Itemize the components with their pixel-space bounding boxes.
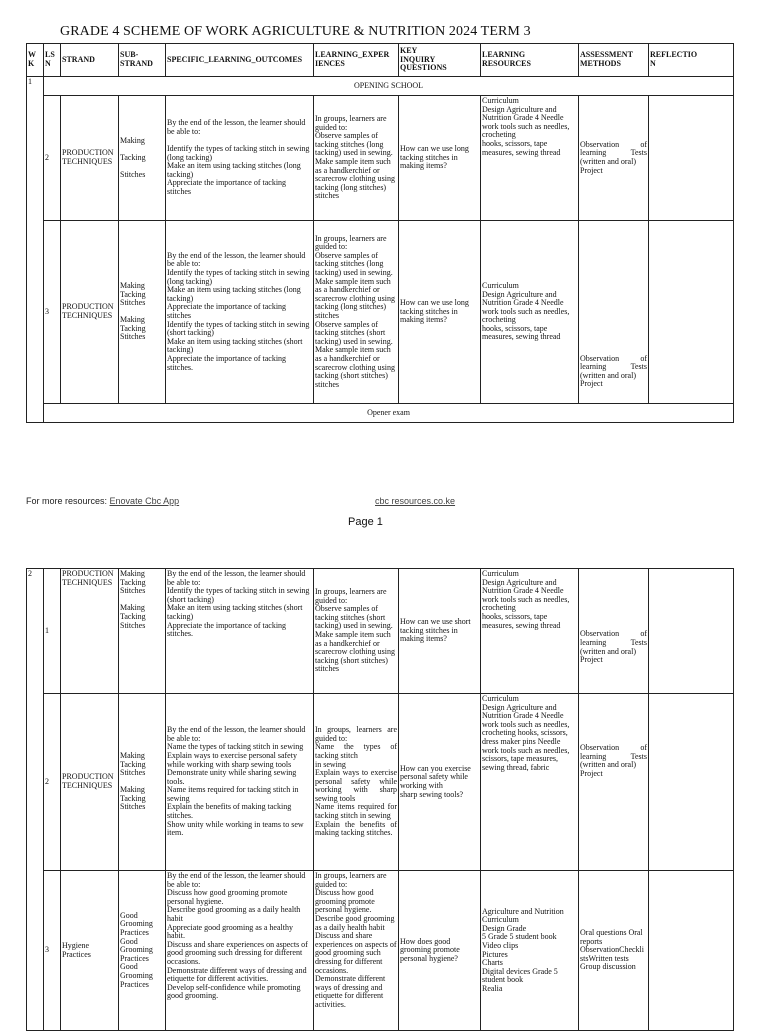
cbc-resources-link[interactable]: cbc resources.co.ke: [375, 496, 456, 506]
header-inquiry: KEY INQUIRY QUESTIONS: [399, 44, 481, 77]
resources-cell: Curriculum Design Agriculture and Nutrition Grade 4 Needle work tools such as needles, crocheting hooks, scissors, tape measures, sewing thread: [481, 569, 579, 694]
outcomes-cell: By the end of the lesson, the learner should be able to: Identify the types of tacking stitch in sewing (short tacking) Make an item using tacking stitches (short tacking) Appreciate the importance of tacking stitches.: [166, 569, 314, 694]
exam-row: [27, 404, 734, 423]
strand-cell: PRODUCTION TECHNIQUES: [61, 96, 119, 221]
inquiry-cell: How does good grooming promote personal hygiene?: [399, 871, 481, 1031]
strand-cell: PRODUCTION TECHNIQUES: [61, 569, 119, 694]
resources-footer: [26, 496, 179, 506]
header-assessment: ASSESSMENT METHODS: [579, 44, 649, 77]
reflection-cell: [649, 694, 734, 871]
page-number: Page 1: [348, 516, 383, 528]
assessment-cell: Observation of learning Tests (written and oral) Project: [579, 694, 649, 871]
header-slo: SPECIFIC_LEARNING_OUTCOMES: [166, 44, 314, 77]
reflection-cell: [649, 871, 734, 1031]
scheme-table-page1: [26, 43, 734, 423]
document-title: GRADE 4 SCHEME OF WORK AGRICULTURE & NUTRITION 2024 TERM 3: [60, 24, 531, 39]
experiences-cell: In groups, learners are guided to: Observe samples of tacking stitches (short tacking) used in sewing. Make sample item such as a handkerchief or scarecrow clothing using tacking (short stitches) stitches: [314, 569, 399, 694]
lesson-number: 3: [44, 871, 61, 1031]
table-row: [27, 221, 734, 404]
header-strand: STRAND: [61, 44, 119, 77]
assessment-cell: Observation of learning Tests (written and oral) Project: [579, 221, 649, 404]
sub-strand-cell: Making Tacking Stitches Making Tacking Stitches: [119, 569, 166, 694]
lesson-number: 2: [44, 96, 61, 221]
sub-strand-cell: Making Tacking Stitches Making Tacking Stitches: [119, 221, 166, 404]
strand-cell: PRODUCTION TECHNIQUES: [61, 221, 119, 404]
header-resources: LEARNING RESOURCES: [481, 44, 579, 77]
assessment-cell: Observation of learning Tests (written and oral) Project: [579, 96, 649, 221]
sub-strand-cell: Making Tacking Stitches: [119, 96, 166, 221]
table-row: [27, 694, 734, 871]
resources-cell: Curriculum Design Agriculture and Nutrition Grade 4 Needle work tools such as needles, crocheting hooks, scissors, tape measures, sewing thread: [481, 221, 579, 404]
inquiry-cell: How can we use long tacking stitches in making items?: [399, 96, 481, 221]
header-row: [27, 44, 734, 77]
scheme-table-page2: [26, 568, 734, 1031]
outcomes-cell: By the end of the lesson, the learner should be able to: Name the types of tacking stitch in sewing Explain ways to exercise personal safety while working with sharp sewing tools Demonstrate unity while sharing sewing tools. Name items required for tacking stitch in sewing Explain the benefits of making tacking stitches. Show unity while working in teams to sew item.: [166, 694, 314, 871]
table-row: [27, 569, 734, 694]
inquiry-cell: How can we use long tacking stitches in making items?: [399, 221, 481, 404]
resources-cell: Agriculture and Nutrition Curriculum Design Grade 5 Grade 5 student book Video clips Pictures Charts Digital devices Grade 5 student book Realia: [481, 871, 579, 1031]
lesson-number: 3: [44, 221, 61, 404]
header-sub-strand: SUB- STRAND: [119, 44, 166, 77]
outcomes-cell: By the end of the lesson, the learner should be able to: Discuss how good grooming promote personal hygiene. Describe good grooming as a daily health habit Appreciate good grooming as a healthy habit. Discuss and share experiences on aspects of good grooming such dressing for different occasions. Demonstrate different ways of dressing and etiquette for different activities. Develop self-confidence while promoting good grooming.: [166, 871, 314, 1031]
resources-cell: Curriculum Design Agriculture and Nutrition Grade 4 Needle work tools such as needles, crocheting hooks, scissors, dress maker pins Needle work tools such as needles, scissors, tape measures, sewing thread, fabric: [481, 694, 579, 871]
week-number: 2: [27, 569, 44, 1031]
table-row: [27, 96, 734, 221]
sub-strand-cell: Good Grooming Practices Good Grooming Practices Good Grooming Practices: [119, 871, 166, 1031]
opening-row: [27, 77, 734, 96]
header-lsn: LSN: [44, 44, 61, 77]
resources-cell: Curriculum Design Agriculture and Nutrition Grade 4 Needle work tools such as needles, crocheting hooks, scissors, tape measures, sewing thread: [481, 96, 579, 221]
sub-strand-cell: Making Tacking Stitches Making Tacking Stitches: [119, 694, 166, 871]
assessment-cell: Observation of learning Tests (written and oral) Project: [579, 569, 649, 694]
outcomes-cell: By the end of the lesson, the learner should be able to: Identify the types of tacking stitch in sewing (long tacking) Make an item using tacking stitches (long tacking) Appreciate the importance of tacking stitches: [166, 96, 314, 221]
header-reflection: REFLECTIO N: [649, 44, 734, 77]
lesson-number: 2: [44, 694, 61, 871]
opening-school: OPENING SCHOOL: [44, 77, 734, 96]
experiences-cell: In groups, learners are guided to: Observe samples of tacking stitches (long tacking) used in sewing. Make sample item such as a handkerchief or scarecrow clothing using tacking (long stitches) stitches Observe samples of tacking stitches (short tacking) used in sewing. Make sample item such as a handkerchief or scarecrow clothing using tacking (short stitches) stitches: [314, 221, 399, 404]
inquiry-cell: How can we use short tacking stitches in making items?: [399, 569, 481, 694]
opener-exam: Opener exam: [44, 404, 734, 423]
reflection-cell: [649, 221, 734, 404]
enovate-app-link[interactable]: Enovate Cbc App: [109, 496, 180, 506]
outcomes-cell: By the end of the lesson, the learner should be able to: Identify the types of tacking stitch in sewing (long tacking) Make an item using tacking stitches (long tacking) Appreciate the importance of tacking stitches Identify the types of tacking stitch in sewing (short tacking) Make an item using tacking stitches (short tacking) Appreciate the importance of tacking stitches.: [166, 221, 314, 404]
reflection-cell: [649, 96, 734, 221]
experiences-cell: In groups, learners are guided to: Discuss how good grooming promote personal hygiene. Describe good grooming as a daily health habit Discuss and share experiences on aspects of good grooming such dressing for different occasions. Demonstrate different ways of dressing and etiquette for different activities.: [314, 871, 399, 1031]
reflection-cell: [649, 569, 734, 694]
week-number: 1: [27, 77, 44, 423]
header-experiences: LEARNING_EXPER IENCES: [314, 44, 399, 77]
experiences-cell: In groups, learners are guided to: Observe samples of tacking stitches (long tacking) used in sewing. Make sample item such as a handkerchief or scarecrow clothing using tacking (long stitches) stitches: [314, 96, 399, 221]
experiences-cell: In groups, learners are guided to: Name the types of tacking stitch in sewing Explain ways to exercise personal safety while working with sharp sewing tools Name items required for tacking stitch in sewing Explain the benefits of making tacking stitches.: [314, 694, 399, 871]
assessment-cell: Oral questions Oral reports ObservationChecklistsWritten tests Group discussion: [579, 871, 649, 1031]
inquiry-cell: How can you exercise personal safety while working with sharp sewing tools?: [399, 694, 481, 871]
table-row: [27, 871, 734, 1031]
strand-cell: Hygiene Practices: [61, 871, 119, 1031]
strand-cell: PRODUCTION TECHNIQUES: [61, 694, 119, 871]
lesson-number: 1: [44, 569, 61, 694]
header-wk: WK: [27, 44, 44, 77]
footer-prefix: For more resources:: [26, 496, 108, 506]
